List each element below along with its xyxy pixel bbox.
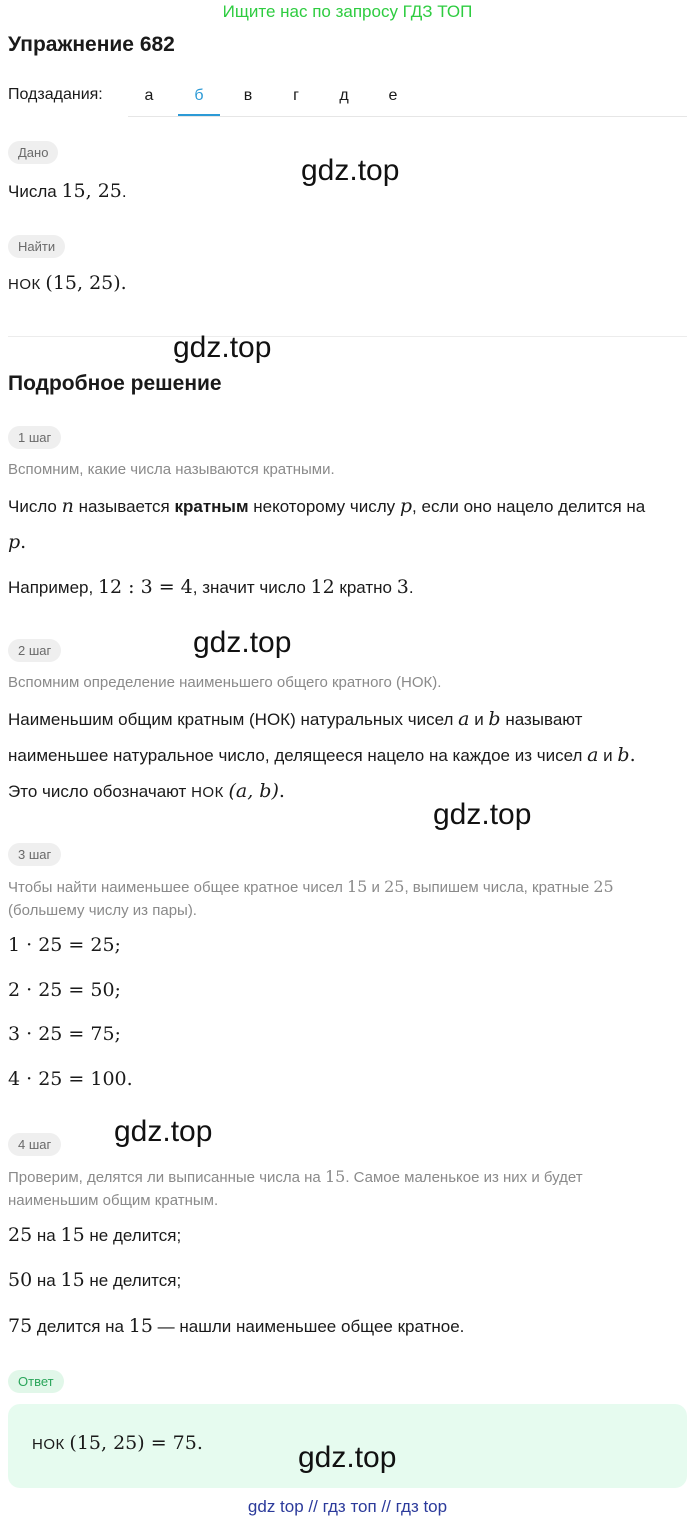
equation-4: 4 · 25 = 100. (8, 1068, 133, 1090)
step-4-result-3: 75 делится на 15 — нашли наименьшее общее кратное. (8, 1315, 465, 1337)
watermark: gdz.top (298, 1441, 397, 1474)
step-3-pill: 3 шаг (8, 843, 61, 866)
step-3-intro: Чтобы найти наименьшее общее кратное чисел 15 и 25, выпишем числа, кратные 25 (8, 877, 614, 896)
watermark: gdz.top (301, 154, 400, 187)
step-3-intro-2: (большему числу из пары). (8, 902, 197, 919)
step-1-line-1: Число n называется кратным некоторому числу p, если оно нацело делится на (8, 495, 646, 517)
watermark: gdz.top (114, 1115, 213, 1148)
watermark: gdz.top (193, 626, 292, 659)
step-4-result-1: 25 на 15 не делится; (8, 1224, 182, 1246)
step-4-pill: 4 шаг (8, 1133, 61, 1156)
step-2-pill: 2 шаг (8, 639, 61, 662)
given-pill: Дано (8, 141, 58, 164)
step-2-line-2: наименьшее натуральное число, делящееся нацело на каждое из чисел a и b. (8, 744, 636, 766)
find-text: НОК (15, 25). (8, 272, 127, 294)
step-2 (8, 639, 61, 662)
step-2-line-3: Это число обозначают НОК (a, b). (8, 780, 285, 802)
step-1-line-3: Например, 12 : 3 = 4, значит число 12 кратно 3. (8, 576, 414, 598)
answer-pill: Ответ (8, 1370, 64, 1393)
step-1-line-2: p. (8, 531, 27, 553)
footer-links[interactable]: gdz top // гдз топ // гдз top (247, 1497, 448, 1516)
step-2-line-1: Наименьшим общим кратным (НОК) натуральных чисел a и b называют (8, 708, 583, 730)
equation-2: 2 · 25 = 50; (8, 979, 121, 1001)
find-pill: Найти (8, 235, 65, 258)
watermark: gdz.top (433, 798, 532, 831)
solution-title: Подробное решение (8, 372, 222, 395)
subtasks-label: Подзадания: (8, 86, 103, 103)
step-4-result-2: 50 на 15 не делится; (8, 1269, 182, 1291)
given-section (8, 141, 58, 164)
given-text: Числа 15, 25. (8, 180, 127, 202)
answer-text: НОК (15, 25) = 75. (32, 1432, 203, 1454)
tab-v[interactable]: в (243, 87, 253, 104)
tab-b[interactable]: б (178, 78, 220, 116)
tab-e[interactable]: е (388, 87, 398, 104)
equation-3: 3 · 25 = 75; (8, 1023, 121, 1045)
watermark: gdz.top (173, 331, 272, 364)
equation-1: 1 · 25 = 25; (8, 934, 121, 956)
find-math: (15, 25) (45, 272, 121, 294)
step-2-intro: Вспомним определение наименьшего общего кратного (НОК). (8, 674, 442, 691)
tab-g[interactable]: г (293, 87, 299, 104)
step-1-pill: 1 шаг (8, 426, 61, 449)
step-4-intro: Проверим, делятся ли выписанные числа на 15. Самое маленькое из них и будет (8, 1167, 583, 1186)
step-4-intro-2: наименьшим общим кратным. (8, 1192, 219, 1209)
answer-section (8, 1370, 64, 1393)
search-banner[interactable]: Ищите нас по запросу ГДЗ ТОП (222, 2, 473, 21)
tab-d[interactable]: д (339, 87, 349, 104)
page-title: Упражнение 682 (8, 33, 175, 56)
step-1 (8, 426, 61, 449)
step-1-intro: Вспомним, какие числа называются кратными. (8, 461, 335, 478)
answer-math: (15, 25) = 75. (69, 1432, 203, 1454)
divider (8, 336, 687, 337)
tab-a[interactable]: а (144, 87, 154, 104)
find-section (8, 235, 65, 258)
step-4 (8, 1133, 61, 1156)
given-math: 15, 25 (61, 180, 122, 202)
step-3 (8, 843, 61, 866)
subtask-tabs (128, 78, 687, 117)
